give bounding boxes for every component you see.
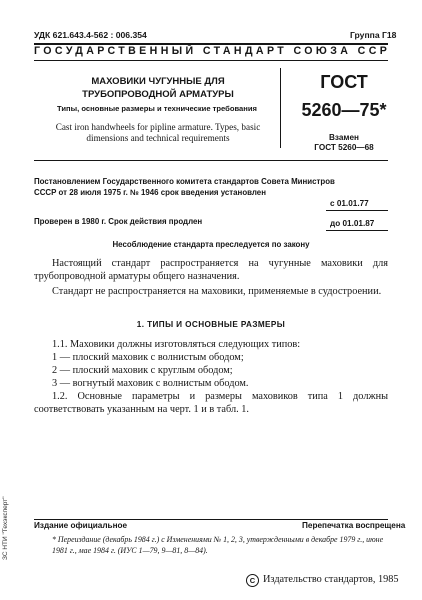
side-watermark-text: ЗС НТИ "Техэксперт" xyxy=(2,496,9,560)
exclusion-paragraph: Стандарт не распространяется на маховики, применяемые в судостроении. xyxy=(52,286,382,297)
parameters-paragraph: 1.2. Основные параметры и размеры маховиков типа 1 должны соответствовать указанным на черт. 1 и в табл. 1. xyxy=(34,391,388,415)
official-edition-label: Издание официальное xyxy=(34,521,128,530)
scope-paragraph: Настоящий стандарт распространяется на чугунные маховики для трубопроводной арматуры общего назначения. xyxy=(34,258,388,282)
replaces-value: ГОСТ 5260—68 xyxy=(314,143,374,152)
list-item: 1 — плоский маховик с волнистым ободом; xyxy=(52,352,244,363)
types-list xyxy=(34,338,388,390)
section-title: 1. ТИПЫ И ОСНОВНЫЕ РАЗМЕРЫ xyxy=(136,320,286,329)
effective-date-underline xyxy=(326,210,388,211)
gost-label: ГОСТ xyxy=(320,72,368,92)
state-standard-heading: ГОСУДАРСТВЕННЫЙ СТАНДАРТ СОЮЗА ССР xyxy=(34,45,391,57)
standard-subtitle-ru: Типы, основные размеры и технические требования xyxy=(57,104,257,113)
extended-date: до 01.01.87 xyxy=(330,219,375,228)
list-item: 1.1. Маховики должны изготовляться следующих типов: xyxy=(52,339,301,350)
list-item: 2 — плоский маховик с круглым ободом; xyxy=(52,365,233,376)
gost-number: 5260—75* xyxy=(301,100,387,120)
replaces-label: Взамен xyxy=(329,133,359,142)
publisher-text: Издательство стандартов, 1985 xyxy=(263,574,399,585)
title-block-divider xyxy=(280,68,281,148)
legal-notice: Несоблюдение стандарта преследуется по закону xyxy=(112,240,310,249)
standard-title-en: Cast iron handwheels for pipline armature. Types, basic dimensions and technical requirements xyxy=(55,122,261,143)
reissue-footnote: * Переиздание (декабрь 1984 г.) с Изменениями № 1, 2, 3, утвержденными в декабре 1979 г., июне 1981 г., мае 1984 г. (ИУС 1—79, 9—81, 8—84). xyxy=(52,535,384,555)
effective-date: с 01.01.77 xyxy=(330,199,369,208)
group-code: Группа Г18 xyxy=(350,30,397,40)
list-item: 3 — вогнутый маховик с волнистым ободом. xyxy=(52,378,249,389)
header-rule-bottom xyxy=(34,60,388,61)
publisher-line xyxy=(246,574,399,587)
title-block-rule xyxy=(34,160,388,161)
checked-note: Проверен в 1980 г. Срок действия продлен xyxy=(34,217,203,226)
standard-title-ru: МАХОВИКИ ЧУГУННЫЕ ДЛЯ ТРУБОПРОВОДНОЙ АРМАТУРЫ xyxy=(82,76,234,100)
footer-rule xyxy=(34,519,388,520)
extended-date-underline xyxy=(326,230,388,231)
reprint-prohibited-label: Перепечатка воспрещена xyxy=(302,521,406,530)
udc-code: УДК 621.643.4-562 : 006.354 xyxy=(34,30,147,40)
decree-text: Постановлением Государственного комитета стандартов Совета Министров СССР от 28 июля 1975 г. № 1946 срок введения установлен xyxy=(34,177,335,197)
copyright-icon: C xyxy=(246,574,259,587)
